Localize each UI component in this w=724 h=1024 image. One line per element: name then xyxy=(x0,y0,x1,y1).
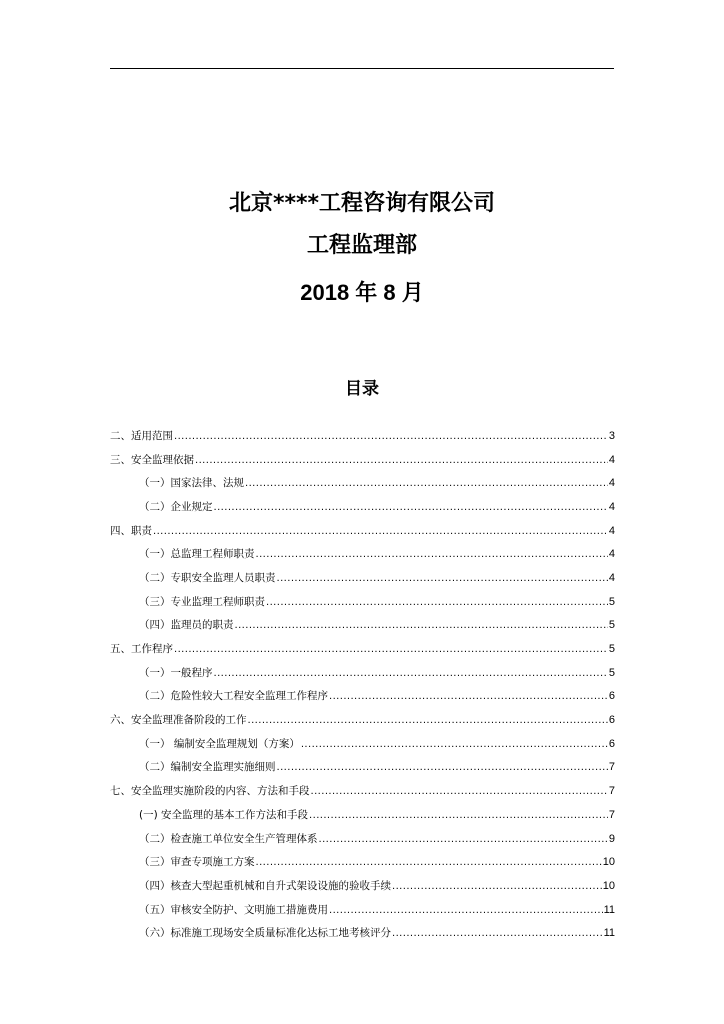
toc-dot-leader xyxy=(214,666,608,680)
toc-entry[interactable] xyxy=(110,874,615,898)
toc-entry[interactable] xyxy=(110,921,615,945)
toc-entry-page: 4 xyxy=(608,477,615,490)
toc-dot-leader xyxy=(329,689,608,703)
toc-dot-leader xyxy=(329,903,603,917)
toc-entry-page: 5 xyxy=(608,666,615,679)
toc-dot-leader xyxy=(235,618,608,632)
toc-entry-page: 3 xyxy=(608,429,615,442)
toc-entry-label: （一）国家法律、法规 xyxy=(139,477,244,490)
toc-entry-page: 11 xyxy=(603,903,615,916)
toc-entry-page: 4 xyxy=(608,500,615,513)
toc-entry[interactable] xyxy=(110,614,615,638)
toc-dot-leader xyxy=(392,879,602,893)
toc-dot-leader xyxy=(319,832,608,846)
company-title: 北京****工程咨询有限公司 xyxy=(228,191,496,216)
department-title: 工程监理部 xyxy=(306,233,417,258)
toc-entry-label: （三）专业监理工程师职责 xyxy=(139,595,265,608)
toc-entry-label: （六）标准施工现场安全质量标准化达标工地考核评分 xyxy=(139,927,391,940)
toc-entry[interactable] xyxy=(110,732,615,756)
toc-dot-leader xyxy=(309,808,608,822)
toc-dot-leader xyxy=(266,595,608,609)
toc-entry[interactable] xyxy=(110,519,615,543)
toc-dot-leader xyxy=(245,476,608,490)
toc-entry-label: (一) 安全监理的基本工作方法和手段 xyxy=(139,808,309,821)
toc-entry-page: 7 xyxy=(608,808,615,821)
toc-dot-leader xyxy=(301,737,608,751)
toc-entry-page: 11 xyxy=(603,927,615,940)
toc-entry-label: 七、安全监理实施阶段的内容、方法和手段 xyxy=(110,785,310,798)
toc-entry-label: 四、职责 xyxy=(110,524,152,537)
toc-entry-label: 五、工作程序 xyxy=(110,643,173,656)
toc-entry[interactable] xyxy=(110,779,615,803)
toc-entry-page: 9 xyxy=(608,832,615,845)
toc-entry-page: 7 xyxy=(608,761,615,774)
header-rule xyxy=(110,68,614,69)
toc-dot-leader xyxy=(195,453,608,467)
toc-dot-leader xyxy=(277,571,608,585)
toc-entry[interactable] xyxy=(110,424,615,448)
toc-entry-page: 4 xyxy=(608,548,615,561)
toc-entry-page: 6 xyxy=(608,714,615,727)
toc-dot-leader xyxy=(311,784,608,798)
toc-entry-page: 4 xyxy=(608,571,615,584)
toc-entry[interactable] xyxy=(110,471,615,495)
toc-entry-label: 二、适用范围 xyxy=(110,429,173,442)
toc-entry[interactable] xyxy=(110,850,615,874)
toc-entry-page: 6 xyxy=(608,690,615,703)
toc-entry[interactable] xyxy=(110,637,615,661)
toc-entry-page: 10 xyxy=(602,856,615,869)
toc-entry-page: 6 xyxy=(608,737,615,750)
toc-entry-label: （一）一般程序 xyxy=(139,666,213,679)
toc-entry-label: （二）检查施工单位安全生产管理体系 xyxy=(139,832,318,845)
toc-entry-label: （二）编制安全监理实施细则 xyxy=(139,761,276,774)
toc-entry[interactable] xyxy=(110,448,615,472)
toc-entry-label: 三、安全监理依据 xyxy=(110,453,194,466)
toc-entry[interactable] xyxy=(110,590,615,614)
toc-dot-leader xyxy=(248,713,608,727)
toc-dot-leader xyxy=(174,429,608,443)
toc-entry-page: 4 xyxy=(608,453,615,466)
toc-entry[interactable] xyxy=(110,542,615,566)
toc-entry-page: 5 xyxy=(608,595,615,608)
toc-dot-leader xyxy=(277,760,608,774)
toc-dot-leader xyxy=(256,855,602,869)
toc-entry-page: 10 xyxy=(602,879,615,892)
toc-entry[interactable] xyxy=(110,756,615,780)
toc-entry-label: （四）监理员的职责 xyxy=(139,619,234,632)
toc-entry[interactable] xyxy=(110,495,615,519)
toc-entry-page: 7 xyxy=(608,785,615,798)
toc-dot-leader xyxy=(214,500,608,514)
toc-dot-leader xyxy=(153,524,608,538)
toc-entry[interactable] xyxy=(110,566,615,590)
toc-entry[interactable] xyxy=(110,827,615,851)
toc-entry-label: （四）核查大型起重机械和自升式架设设施的验收手续 xyxy=(139,879,391,892)
toc-entry-label: （二）企业规定 xyxy=(139,500,213,513)
table-of-contents xyxy=(110,424,615,945)
toc-entry[interactable] xyxy=(110,803,615,827)
toc-dot-leader xyxy=(256,547,608,561)
toc-entry-page: 5 xyxy=(608,643,615,656)
toc-entry-label: （二）专职安全监理人员职责 xyxy=(139,571,276,584)
toc-entry-label: （五）审核安全防护、文明施工措施费用 xyxy=(139,903,328,916)
toc-dot-leader xyxy=(174,642,608,656)
toc-entry[interactable] xyxy=(110,898,615,922)
toc-entry-page: 5 xyxy=(608,619,615,632)
toc-entry-label: 六、安全监理准备阶段的工作 xyxy=(110,714,247,727)
document-date: 2018 年 8 月 xyxy=(300,280,424,305)
toc-entry-page: 4 xyxy=(608,524,615,537)
toc-entry[interactable] xyxy=(110,708,615,732)
toc-entry-label: （二）危险性较大工程安全监理工作程序 xyxy=(139,690,328,703)
toc-dot-leader xyxy=(392,926,603,940)
toc-title: 目录 xyxy=(345,379,379,399)
toc-entry[interactable] xyxy=(110,685,615,709)
toc-entry-label: （一）总监理工程师职责 xyxy=(139,548,255,561)
toc-entry-label: （三）审查专项施工方案 xyxy=(139,856,255,869)
toc-entry[interactable] xyxy=(110,661,615,685)
toc-entry-label: （一） 编制安全监理规划（方案） xyxy=(139,737,300,750)
